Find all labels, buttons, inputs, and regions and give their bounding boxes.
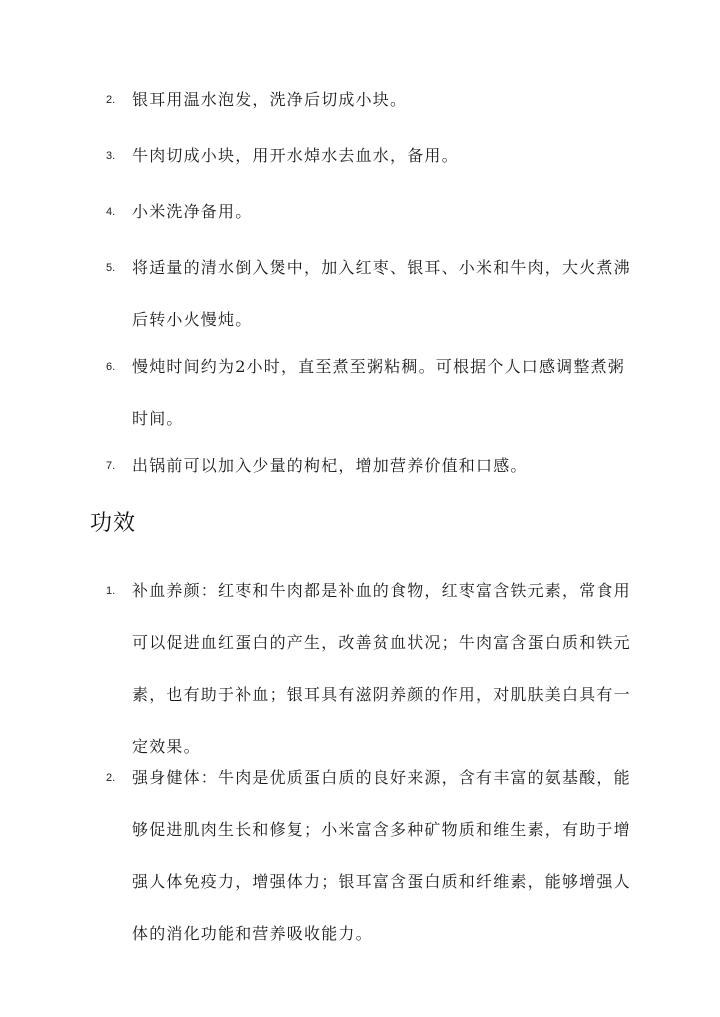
list-text: 出锅前可以加入少量的枸杞，增加营养价值和口感。 [132,456,528,475]
list-text: 强身健体：牛肉是优质蛋白质的良好来源，含有丰富的氨基酸，能够促进肌肉生长和修复；小米富含多种矿物质和维生素，有助于增强人体免疫力，增强体力；银耳富含蛋白质和纤维素，能够增强人体的消化功能和营养吸收能力。 [132,768,631,943]
section-heading: 功效 [90,511,137,536]
list-text: 银耳用温水泡发，洗净后切成小块。 [132,90,408,109]
list-text: 将适量的清水倒入煲中，加入红枣、银耳、小米和牛肉，大火煮沸后转小火慢炖。 [132,258,631,329]
list-number: 4. [106,206,116,218]
list-text: 补血养颜：红枣和牛肉都是补血的食物，红枣富含铁元素，常食用可以促进血红蛋白的产生，改善贫血状况；牛肉富含蛋白质和铁元素，也有助于补血；银耳具有滋阴养颜的作用，对肌肤美白具有一定效果。 [132,581,631,756]
list-text: 慢炖时间约为2小时，直至煮至粥粘稠。可根据个人口感调整煮粥时间。 [132,357,625,428]
list-number: 3. [106,150,116,162]
list-text: 牛肉切成小块，用开水焯水去血水，备用。 [132,146,459,165]
list-number: 6. [106,361,116,373]
list-number: 5. [106,262,116,274]
list-text: 小米洗净备用。 [132,202,253,221]
list-number: 2. [106,772,116,784]
list-number: 1. [106,585,116,597]
list-number: 7. [106,460,116,472]
list-number: 2. [106,94,116,106]
